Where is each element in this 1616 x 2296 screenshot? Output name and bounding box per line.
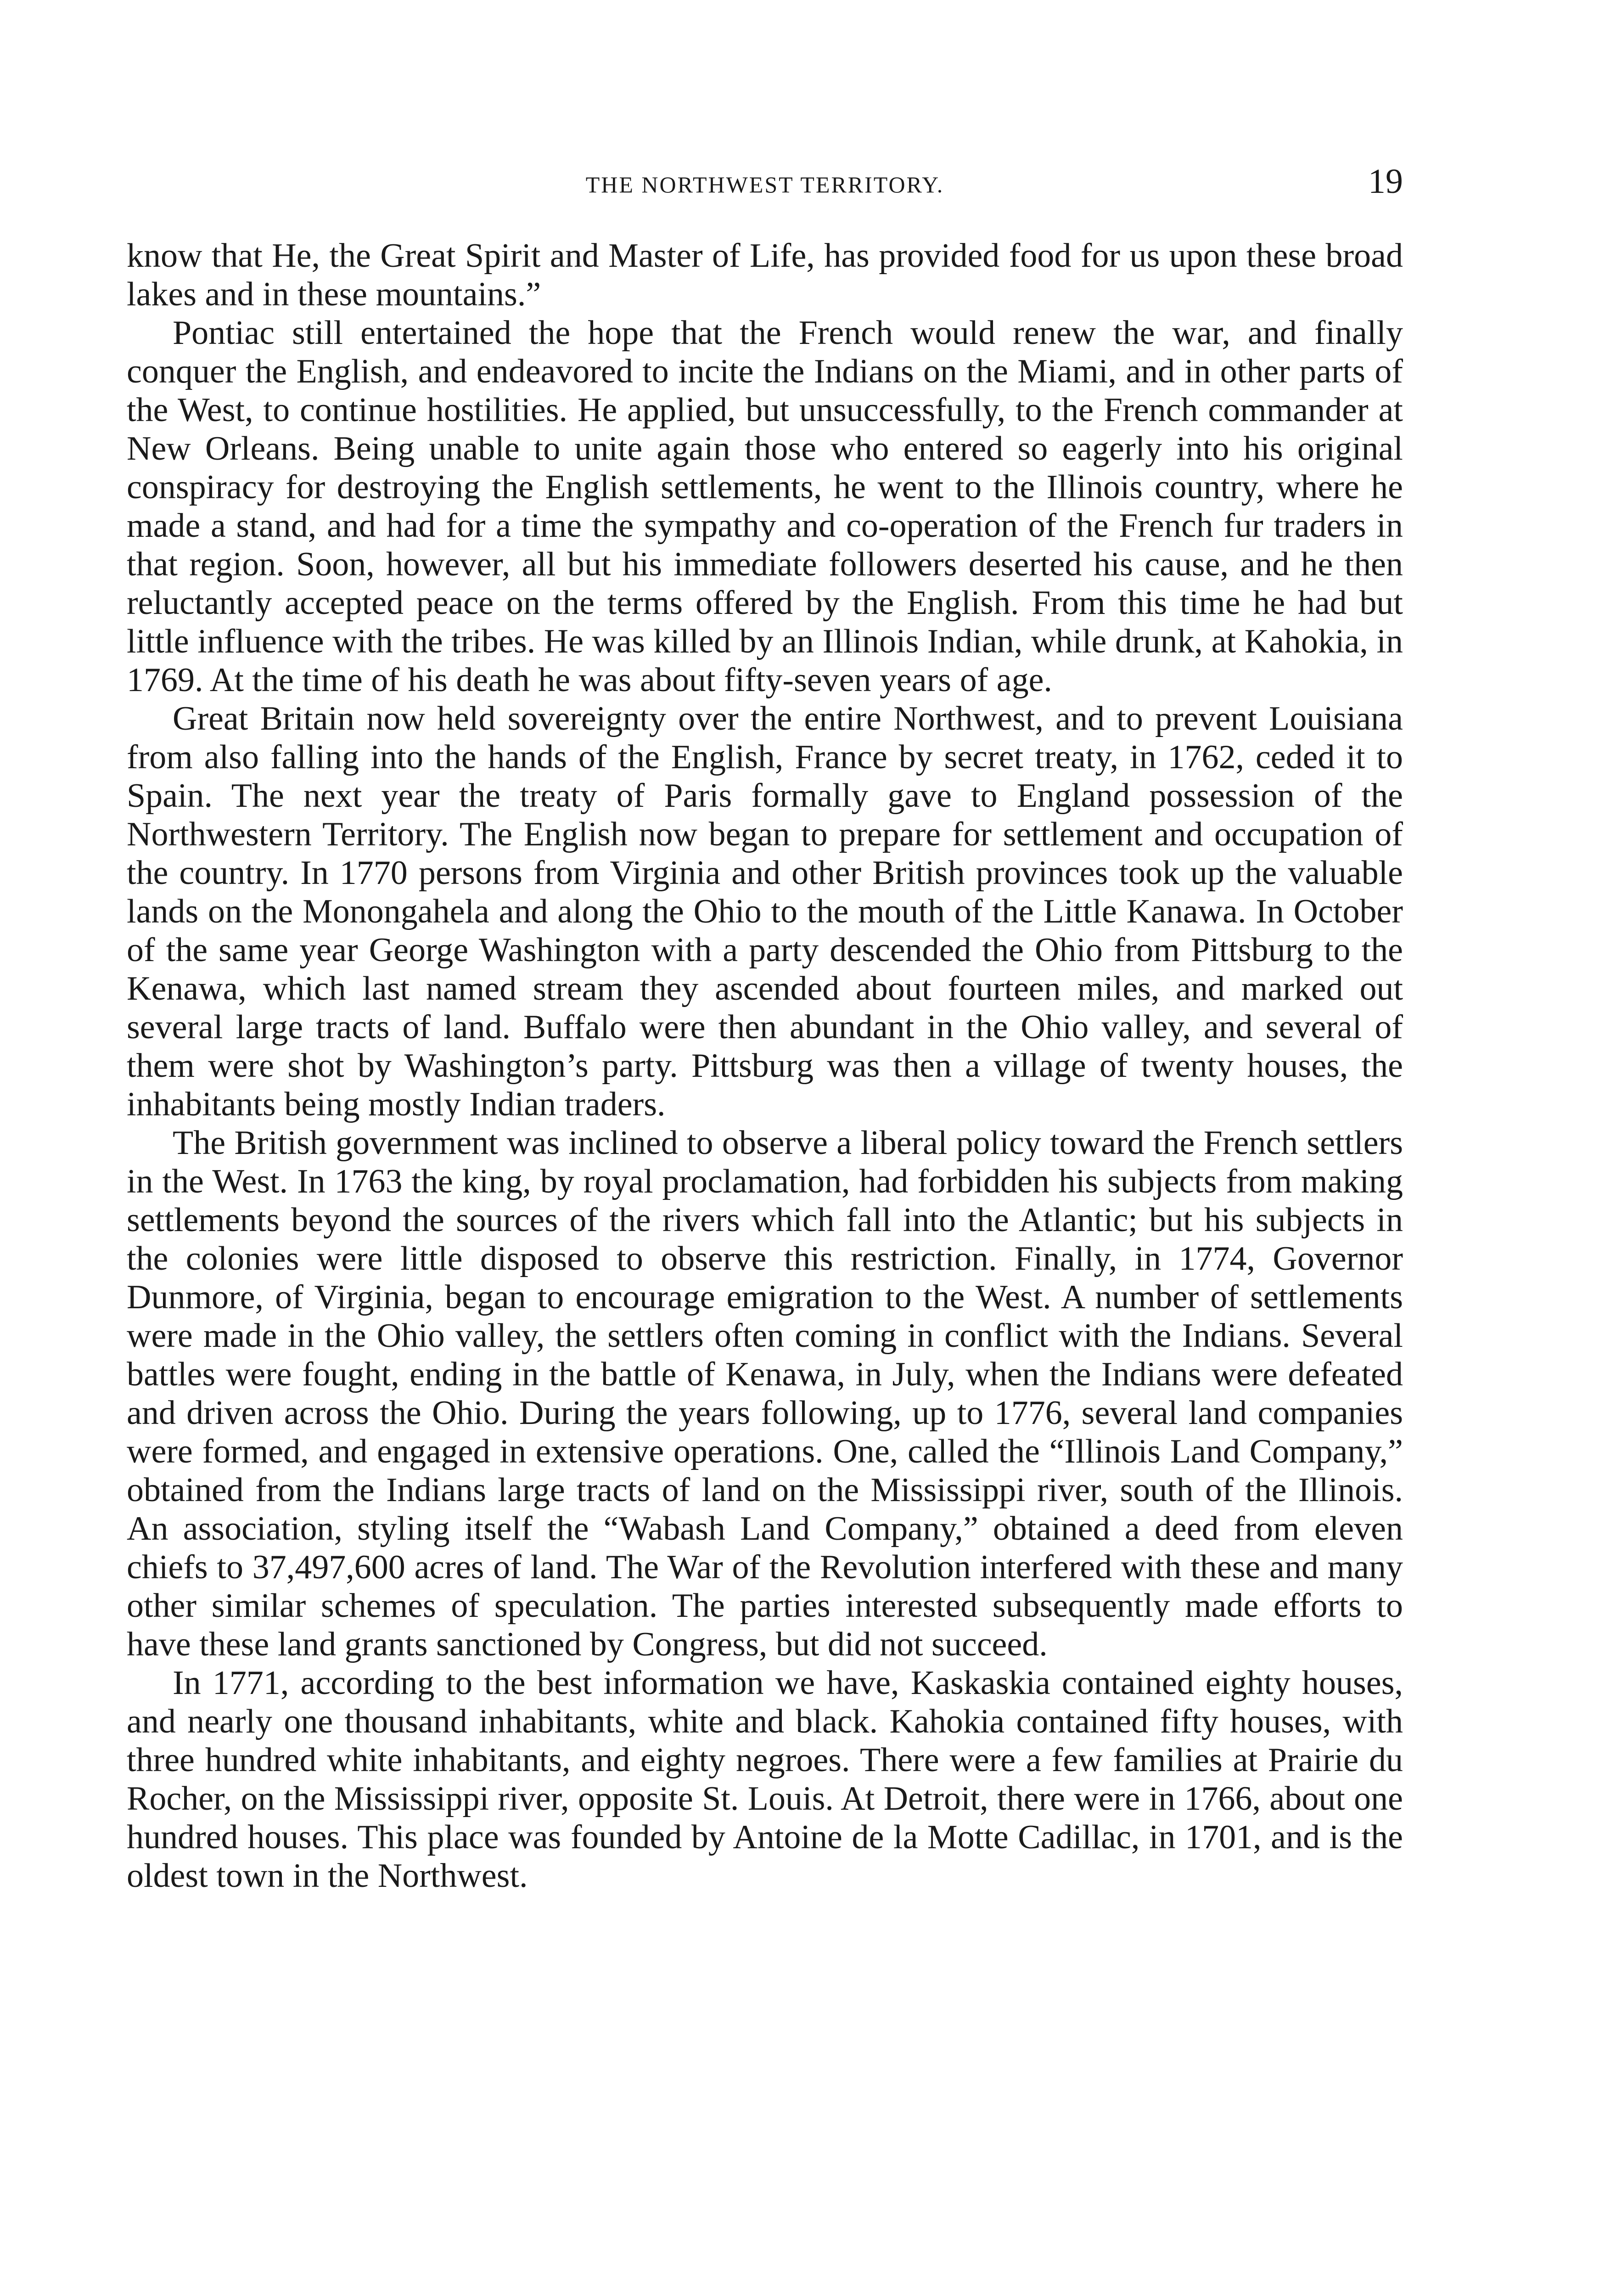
paragraph-1771: In 1771, according to the best information we have, Kaskaskia contained eighty houses, and nearly one thousand inhabitants, white and black. Kahokia contained fifty houses, with three hundred white inhabitants, and eighty negroes. There were a few families at Prairie du Rocher, on the Mississippi river, opposite St. Louis. At Detroit, there were in 1766, about one hundred houses. This place was founded by Antoine de la Motte Cadillac, in 1701, and is the oldest town in the Northwest. (127, 1664, 1403, 1895)
paragraph-continuation: know that He, the Great Spirit and Master of Life, has provided food for us upon these broad lakes and in these mountains.” (127, 237, 1403, 313)
paragraph-great-britain: Great Britain now held sovereignty over the entire Northwest, and to prevent Louisiana from also falling into the hands of the English, France by secret treaty, in 1762, ceded it to Spain. The next year the treaty of Paris formally gave to England possession of the Northwestern Territory. The English now began to prepare for settlement and occupation of the country. In 1770 persons from Virginia and other British provinces took up the valuable lands on the Monongahela and along the Ohio to the mouth of the Little Kanawa. In October of the same year George Washington with a party descended the Ohio from Pittsburg to the Kenawa, which last named stream they ascended about fourteen miles, and marked out several large tracts of land. Buffalo were then abundant in the Ohio valley, and several of them were shot by Washington’s party. Pittsburg was then a village of twenty houses, the inhabitants being mostly Indian traders. (127, 700, 1403, 1123)
page-header (127, 161, 1403, 207)
body-text (127, 236, 1403, 1895)
paragraph-pontiac: Pontiac still entertained the hope that the French would renew the war, and finally conquer the English, and endeavored to incite the Indians on the Miami, and in other parts of the West, to continue hostilities. He applied, but unsuccessfully, to the French commander at New Orleans. Being unable to unite again those who entered so eagerly into his original conspiracy for destroying the English settlements, he went to the Illinois country, where he made a stand, and had for a time the sympathy and co-operation of the French fur traders in that region. Soon, however, all but his immediate followers deserted his cause, and he then reluctantly accepted peace on the terms offered by the English. From this time he had but little influence with the tribes. He was killed by an Illinois Indian, while drunk, at Kahokia, in 1769. At the time of his death he was about fifty-seven years of age. (127, 314, 1403, 699)
running-head: THE NORTHWEST TERRITORY. (585, 172, 944, 197)
page-number: 19 (1368, 162, 1403, 201)
paragraph-british-government: The British government was inclined to observe a liberal policy toward the French settlers in the West. In 1763 the king, by royal proclamation, had forbidden his subjects from making settlements beyond the sources of the rivers which fall into the Atlantic; but his subjects in the colonies were little disposed to observe this restriction. Finally, in 1774, Governor Dunmore, of Virginia, began to encourage emigration to the West. A number of settlements were made in the Ohio valley, the settlers often coming in conflict with the Indians. Several battles were fought, ending in the battle of Kenawa, in July, when the Indians were defeated and driven across the Ohio. During the years following, up to 1776, several land companies were formed, and engaged in extensive operations. One, called the “Illinois Land Company,” obtained from the Indians large tracts of land on the Mississippi river, south of the Illinois. An association, styling itself the “Wabash Land Company,” obtained a deed from eleven chiefs to 37,497,600 acres of land. The War of the Revolution interfered with these and many other similar schemes of speculation. The parties interested subsequently made efforts to have these land grants sanctioned by Congress, but did not succeed. (127, 1124, 1403, 1663)
